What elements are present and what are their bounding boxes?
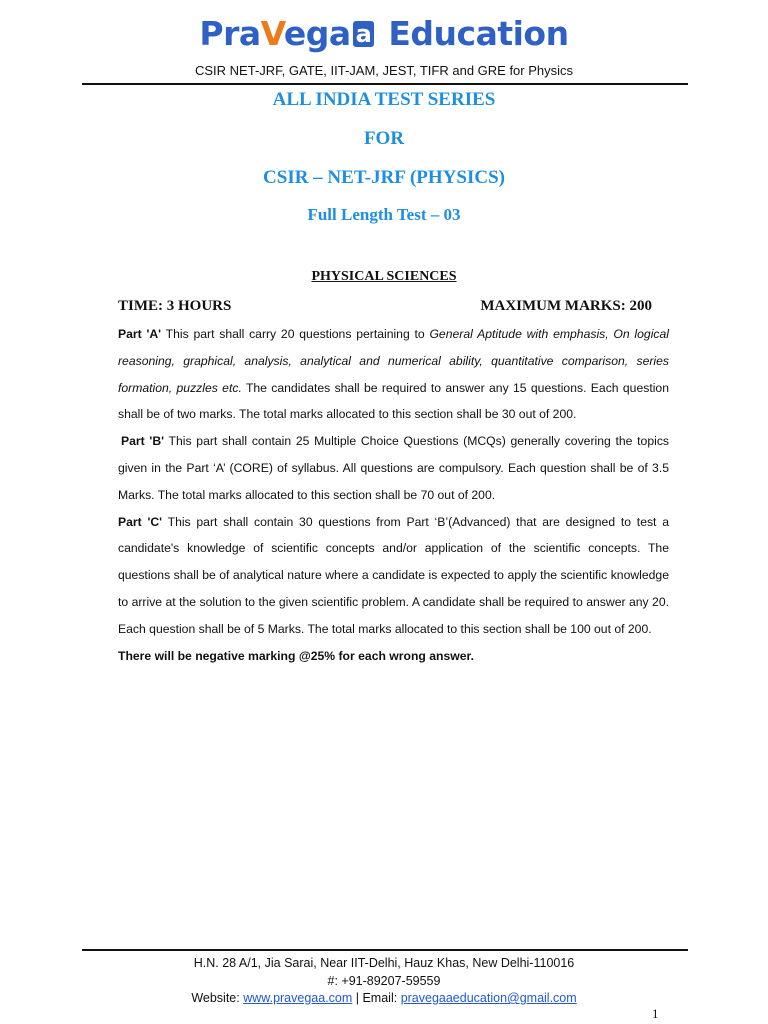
instructions: [118, 321, 669, 669]
logo-text-education: Education: [388, 14, 569, 53]
website-label: Website:: [191, 991, 244, 1005]
logo-boxed-a: a: [353, 21, 375, 47]
brand-logo: [0, 14, 768, 53]
part-c-text: This part shall contain 30 questions from Part ‘B’(Advanced) that are designed to test a candidate's knowledge of scientific concepts and/or application of the scientific concepts. The questions shall be of analytical nature where a candidate is expected to apply the scientific knowledge to arrive at the solution to the given scientific problem. A candidate shall be required to answer any 20. Each question shall be of 5 Marks. The total marks allocated to this section shall be 100 out of 200.: [118, 514, 669, 636]
website-link[interactable]: www.pravegaa.com: [243, 991, 353, 1005]
maximum-marks: MAXIMUM MARKS: 200: [480, 298, 652, 314]
title-for: FOR: [363, 128, 405, 149]
title-exam: CSIR – NET-JRF (PHYSICS): [263, 167, 505, 188]
title-test-series: ALL INDIA TEST SERIES: [272, 89, 496, 110]
part-b-label: Part 'B': [121, 434, 165, 449]
part-a-topics: General Aptitude with emphasis, On logical reasoning, graphical, analysis, analytical and numerical ability, quantitative comparison, series formation, puzzles etc.: [118, 327, 669, 395]
logo-text-ega: ega: [283, 14, 351, 53]
part-b-paragraph: [118, 428, 669, 508]
section-heading: PHYSICAL SCIENCES: [311, 269, 457, 284]
footer-divider: [82, 949, 688, 951]
exam-duration: TIME: 3 HOURS: [118, 298, 232, 314]
part-b-text: This part shall contain 25 Multiple Choice Questions (MCQs) generally covering the topics given in the Part ‘A’ (CORE) of syllabus. All questions are compulsory. Each question shall be of 3.5 Marks. The total marks allocated to this section shall be 70 out of 200.: [118, 434, 670, 502]
negative-marking-note: [118, 643, 669, 670]
logo-text-v: V: [260, 14, 284, 53]
email-label: | Email:: [352, 991, 401, 1005]
footer-contact: [0, 991, 768, 1005]
header-divider: [82, 83, 688, 85]
part-a-label: Part 'A': [118, 327, 162, 341]
footer-phone: #: +91-89207-59559: [327, 974, 441, 988]
part-c-label: Part 'C': [118, 514, 163, 529]
part-a-paragraph: [118, 321, 669, 428]
page-number: 1: [652, 1006, 659, 1021]
part-a-text-2: The candidates shall be required to answer any 15 questions. Each question shall be of two marks. The total marks allocated to this section shall be 30 out of 200.: [118, 380, 669, 422]
email-link[interactable]: pravegaaeducation@gmail.com: [400, 991, 577, 1005]
negative-marking-text: There will be negative marking @25% for each wrong answer.: [118, 648, 474, 663]
title-test-number: Full Length Test – 03: [307, 205, 461, 224]
footer-address: H.N. 28 A/1, Jia Sarai, Near IIT-Delhi, Hauz Khas, New Delhi-110016: [193, 956, 575, 970]
part-a-text-1: This part shall carry 20 questions pertaining to: [161, 327, 430, 341]
logo-text-pra: Pra: [199, 14, 261, 53]
part-c-paragraph: [118, 509, 669, 643]
header-tagline: CSIR NET-JRF, GATE, IIT-JAM, JEST, TIFR and GRE for Physics: [194, 63, 574, 78]
